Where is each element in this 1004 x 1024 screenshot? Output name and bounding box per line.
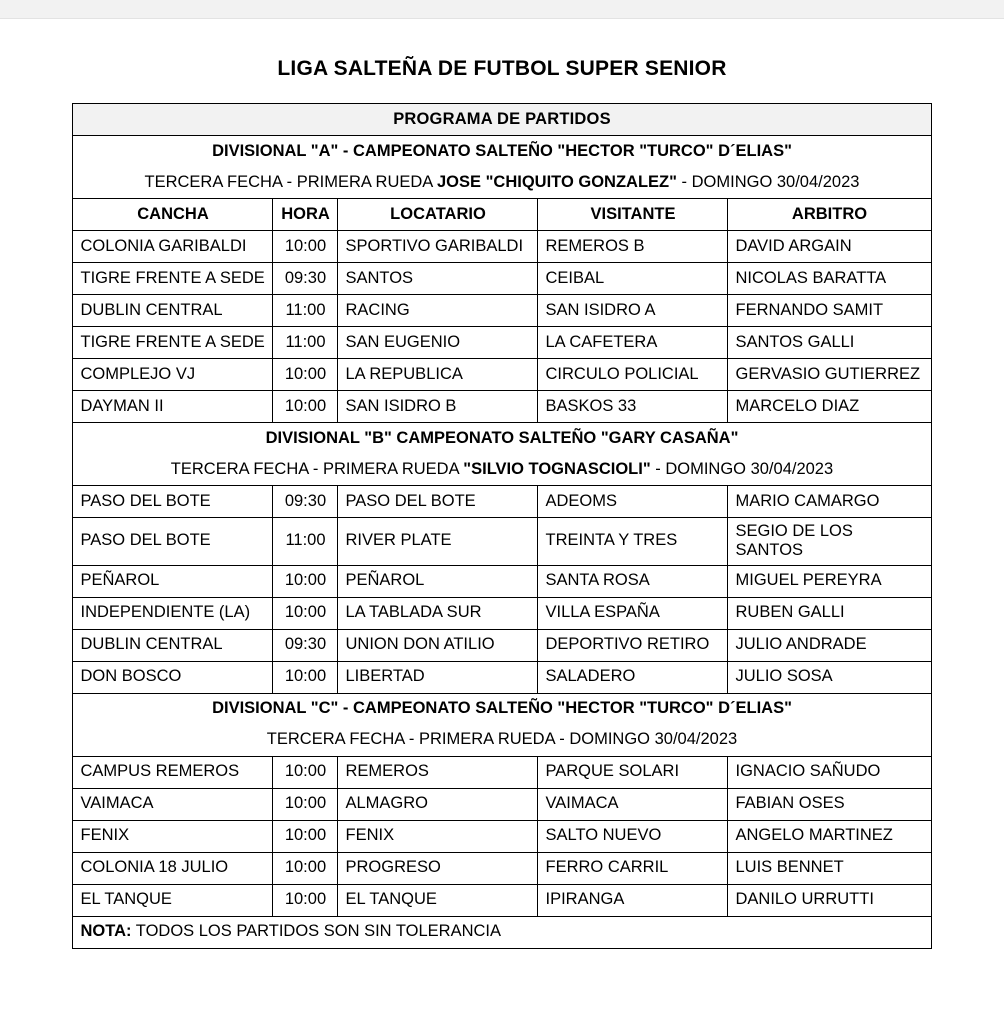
- cell-visitante: SALADERO: [538, 661, 728, 693]
- table-row: [73, 597, 931, 629]
- table-row: [73, 820, 931, 852]
- cell-hora: 10:00: [273, 231, 338, 263]
- note-row: [73, 916, 931, 948]
- cell-visitante: SANTA ROSA: [538, 565, 728, 597]
- cell-locatario: PROGRESO: [338, 852, 538, 884]
- cell-hora: 11:00: [273, 518, 338, 566]
- section-subtitle: TERCERA FECHA - PRIMERA RUEDA JOSE "CHIQUITO GONZALEZ" - DOMINGO 30/04/2023: [73, 167, 931, 199]
- cell-locatario: SPORTIVO GARIBALDI: [338, 231, 538, 263]
- cell-locatario: REMEROS: [338, 756, 538, 788]
- cell-cancha: COLONIA 18 JULIO: [73, 852, 273, 884]
- cell-locatario: PASO DEL BOTE: [338, 486, 538, 518]
- cell-arbitro: DAVID ARGAIN: [728, 231, 931, 263]
- cell-hora: 09:30: [273, 263, 338, 295]
- cell-cancha: TIGRE FRENTE A SEDE: [73, 263, 273, 295]
- document-page: [0, 57, 1004, 949]
- cell-visitante: SAN ISIDRO A: [538, 295, 728, 327]
- section-title-row: [73, 423, 931, 455]
- table-row: [73, 359, 931, 391]
- section-title-row: [73, 136, 931, 168]
- cell-locatario: RACING: [338, 295, 538, 327]
- cell-visitante: TREINTA Y TRES: [538, 518, 728, 566]
- cell-cancha: INDEPENDIENTE (LA): [73, 597, 273, 629]
- table-row: [73, 756, 931, 788]
- cell-arbitro: FERNANDO SAMIT: [728, 295, 931, 327]
- table-row: [73, 231, 931, 263]
- cell-hora: 10:00: [273, 852, 338, 884]
- section-title-row: [73, 693, 931, 725]
- cell-visitante: CEIBAL: [538, 263, 728, 295]
- cell-locatario: SANTOS: [338, 263, 538, 295]
- cell-arbitro: MIGUEL PEREYRA: [728, 565, 931, 597]
- cell-hora: 10:00: [273, 597, 338, 629]
- cell-arbitro: DANILO URRUTTI: [728, 884, 931, 916]
- cell-arbitro: JULIO SOSA: [728, 661, 931, 693]
- cell-arbitro: IGNACIO SAÑUDO: [728, 756, 931, 788]
- section-title: DIVISIONAL "A" - CAMPEONATO SALTEÑO "HECTOR "TURCO" D´ELIAS": [73, 136, 931, 168]
- cell-visitante: PARQUE SOLARI: [538, 756, 728, 788]
- cell-hora: 11:00: [273, 295, 338, 327]
- cell-locatario: ALMAGRO: [338, 788, 538, 820]
- section-subtitle: TERCERA FECHA - PRIMERA RUEDA "SILVIO TOGNASCIOLI" - DOMINGO 30/04/2023: [73, 454, 931, 486]
- section-subtitle-row: [73, 167, 931, 199]
- cell-cancha: EL TANQUE: [73, 884, 273, 916]
- cell-cancha: PASO DEL BOTE: [73, 486, 273, 518]
- cell-arbitro: NICOLAS BARATTA: [728, 263, 931, 295]
- cell-cancha: PASO DEL BOTE: [73, 518, 273, 566]
- cell-visitante: VILLA ESPAÑA: [538, 597, 728, 629]
- table-row: [73, 327, 931, 359]
- table-row: [73, 629, 931, 661]
- cell-arbitro: FABIAN OSES: [728, 788, 931, 820]
- cell-visitante: REMEROS B: [538, 231, 728, 263]
- table-row: [73, 852, 931, 884]
- banner-row: [73, 104, 931, 136]
- column-header-visitante: VISITANTE: [538, 199, 728, 231]
- column-header-cancha: CANCHA: [73, 199, 273, 231]
- cell-hora: 10:00: [273, 884, 338, 916]
- cell-visitante: VAIMACA: [538, 788, 728, 820]
- table-row: [73, 661, 931, 693]
- cell-arbitro: LUIS BENNET: [728, 852, 931, 884]
- cell-visitante: ADEOMS: [538, 486, 728, 518]
- cell-locatario: LA TABLADA SUR: [338, 597, 538, 629]
- cell-hora: 10:00: [273, 756, 338, 788]
- table-row: [73, 391, 931, 423]
- cell-locatario: RIVER PLATE: [338, 518, 538, 566]
- schedule-table-body: [73, 104, 931, 949]
- table-row: [73, 295, 931, 327]
- column-header-locatario: LOCATARIO: [338, 199, 538, 231]
- cell-hora: 10:00: [273, 820, 338, 852]
- cell-hora: 09:30: [273, 629, 338, 661]
- page-title: LIGA SALTEÑA DE FUTBOL SUPER SENIOR: [277, 57, 727, 80]
- cell-cancha: DUBLIN CENTRAL: [73, 629, 273, 661]
- table-row: [73, 788, 931, 820]
- cell-arbitro: SEGIO DE LOS SANTOS: [728, 518, 931, 566]
- cell-cancha: PEÑAROL: [73, 565, 273, 597]
- column-header-arbitro: ARBITRO: [728, 199, 931, 231]
- cell-hora: 10:00: [273, 391, 338, 423]
- section-title: DIVISIONAL "B" CAMPEONATO SALTEÑO "GARY CASAÑA": [73, 423, 931, 455]
- section-title: DIVISIONAL "C" - CAMPEONATO SALTEÑO "HECTOR "TURCO" D´ELIAS": [73, 693, 931, 725]
- cell-arbitro: GERVASIO GUTIERREZ: [728, 359, 931, 391]
- cell-locatario: SAN ISIDRO B: [338, 391, 538, 423]
- table-row: [73, 263, 931, 295]
- cell-cancha: DON BOSCO: [73, 661, 273, 693]
- cell-hora: 10:00: [273, 788, 338, 820]
- cell-hora: 10:00: [273, 565, 338, 597]
- schedule-table: [72, 103, 931, 949]
- section-subtitle-row: [73, 725, 931, 757]
- cell-cancha: COMPLEJO VJ: [73, 359, 273, 391]
- section-subtitle-row: [73, 454, 931, 486]
- cell-arbitro: SANTOS GALLI: [728, 327, 931, 359]
- table-row: [73, 518, 931, 566]
- cell-cancha: COLONIA GARIBALDI: [73, 231, 273, 263]
- banner-cell: PROGRAMA DE PARTIDOS: [73, 104, 931, 136]
- cell-locatario: LIBERTAD: [338, 661, 538, 693]
- cell-cancha: DUBLIN CENTRAL: [73, 295, 273, 327]
- cell-cancha: DAYMAN II: [73, 391, 273, 423]
- cell-cancha: TIGRE FRENTE A SEDE: [73, 327, 273, 359]
- cell-hora: 11:00: [273, 327, 338, 359]
- column-header-row: [73, 199, 931, 231]
- cell-visitante: FERRO CARRIL: [538, 852, 728, 884]
- cell-arbitro: JULIO ANDRADE: [728, 629, 931, 661]
- cell-visitante: SALTO NUEVO: [538, 820, 728, 852]
- cell-locatario: SAN EUGENIO: [338, 327, 538, 359]
- cell-hora: 10:00: [273, 661, 338, 693]
- cell-visitante: LA CAFETERA: [538, 327, 728, 359]
- cell-locatario: EL TANQUE: [338, 884, 538, 916]
- table-row: [73, 565, 931, 597]
- cell-visitante: DEPORTIVO RETIRO: [538, 629, 728, 661]
- cell-visitante: CIRCULO POLICIAL: [538, 359, 728, 391]
- cell-arbitro: MARIO CAMARGO: [728, 486, 931, 518]
- cell-cancha: VAIMACA: [73, 788, 273, 820]
- cell-hora: 09:30: [273, 486, 338, 518]
- cell-cancha: FENIX: [73, 820, 273, 852]
- cell-visitante: BASKOS 33: [538, 391, 728, 423]
- column-header-hora: HORA: [273, 199, 338, 231]
- cell-locatario: PEÑAROL: [338, 565, 538, 597]
- cell-arbitro: MARCELO DIAZ: [728, 391, 931, 423]
- cell-arbitro: ANGELO MARTINEZ: [728, 820, 931, 852]
- cell-locatario: LA REPUBLICA: [338, 359, 538, 391]
- cell-cancha: CAMPUS REMEROS: [73, 756, 273, 788]
- browser-top-bar: [0, 0, 1004, 19]
- section-subtitle: TERCERA FECHA - PRIMERA RUEDA - DOMINGO 30/04/2023: [73, 725, 931, 757]
- cell-locatario: FENIX: [338, 820, 538, 852]
- cell-arbitro: RUBEN GALLI: [728, 597, 931, 629]
- cell-hora: 10:00: [273, 359, 338, 391]
- table-row: [73, 884, 931, 916]
- table-row: [73, 486, 931, 518]
- cell-locatario: UNION DON ATILIO: [338, 629, 538, 661]
- cell-visitante: IPIRANGA: [538, 884, 728, 916]
- note-cell: NOTA: TODOS LOS PARTIDOS SON SIN TOLERANCIA: [73, 916, 931, 948]
